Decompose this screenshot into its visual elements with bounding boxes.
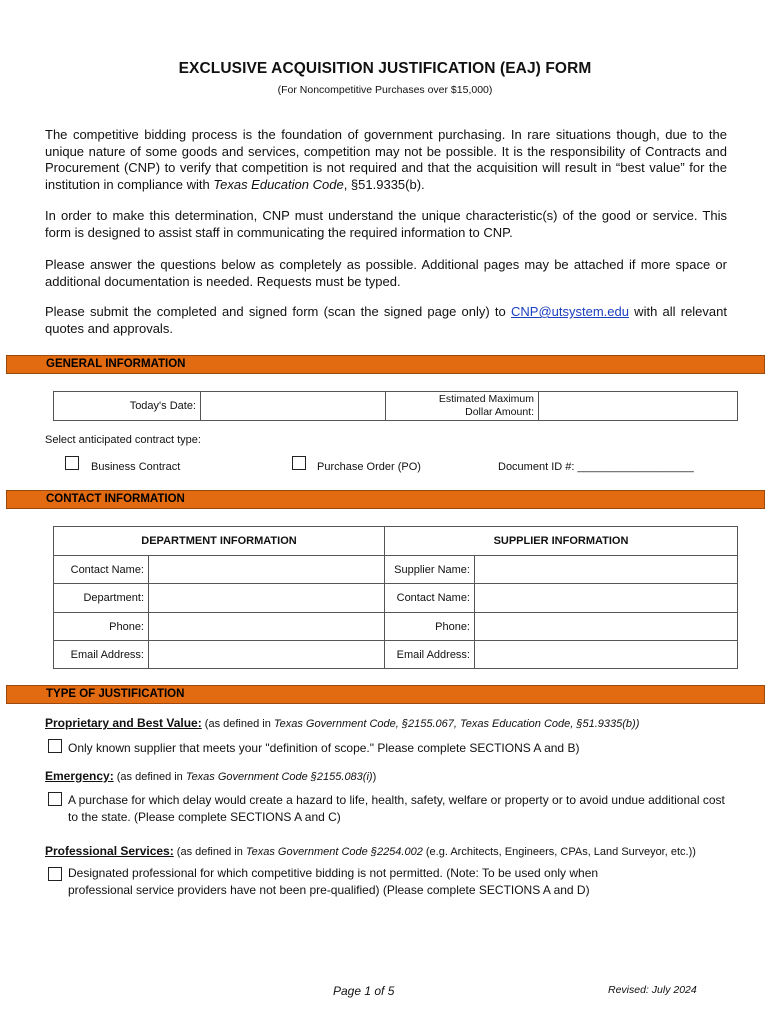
form-title: EXCLUSIVE ACQUISITION JUSTIFICATION (EAJ) FORM (178, 60, 592, 77)
general-info-table (53, 391, 738, 421)
supplier-email-field[interactable] (475, 641, 738, 669)
supplier-phone-label: Phone: (385, 613, 475, 641)
supplier-contact-name-field[interactable] (475, 584, 738, 613)
proprietary-checkbox[interactable] (48, 739, 62, 753)
supplier-info-header: SUPPLIER INFORMATION (385, 527, 738, 556)
emergency-description: A purchase for which delay would create a hazard to life, health, safety, welfare or property or to avoid undue additional cost to the state. (Please complete SECTIONS A and C) (68, 793, 725, 824)
professional-services-description: Designated professional for which competitive bidding is not permitted. (Note: To be used only when professional service providers have not been pre-qualified) (Please complete SECTIONS A and D) (68, 866, 599, 897)
page-number: Page 1 of 5 (333, 984, 395, 998)
intro-paragraph-4: Please submit the completed and signed form (scan the signed page only) to CNP@utsystem.edu with all relevant quotes and approvals. (45, 304, 727, 336)
supplier-name-field[interactable] (475, 556, 738, 584)
todays-date-label: Today's Date: (54, 392, 201, 421)
dept-email-label: Email Address: (54, 641, 149, 669)
dept-department-label: Department: (54, 584, 149, 613)
supplier-phone-field[interactable] (475, 613, 738, 641)
todays-date-field[interactable] (201, 392, 386, 421)
dept-contact-name-field[interactable] (149, 556, 385, 584)
emergency-checkbox[interactable] (48, 792, 62, 806)
justification-header: TYPE OF JUSTIFICATION (6, 685, 765, 704)
est-max-label: Estimated Maximum Dollar Amount: (386, 392, 539, 421)
supplier-name-label: Supplier Name: (385, 556, 475, 584)
intro-paragraph-1: The competitive bidding process is the foundation of government purchasing. In rare situations though, due to the unique nature of some goods and services, competition may not be possible. It is the responsibility of Contracts and Procurement (CNP) to verify that competition is not required and that the acquisition will result in “best value” for the institution in compliance with Texas Education Code, §51.9335(b). (45, 127, 727, 192)
purchase-order-label: Purchase Order (PO) (317, 461, 421, 473)
intro-paragraph-2: In order to make this determination, CNP must understand the unique characteristic(s) of the good or service. This form is designed to assist staff in communicating the required information to CNP. (45, 208, 727, 240)
contact-info-header: CONTACT INFORMATION (6, 490, 765, 509)
cnp-email-link[interactable]: CNP@utsystem.edu (511, 304, 629, 319)
supplier-email-label: Email Address: (385, 641, 475, 669)
dept-email-field[interactable] (149, 641, 385, 669)
form-subtitle: (For Noncompetitive Purchases over $15,000) (277, 84, 493, 96)
contract-type-prompt: Select anticipated contract type: (45, 434, 201, 446)
business-contract-checkbox[interactable] (65, 456, 79, 470)
purchase-order-checkbox[interactable] (292, 456, 306, 470)
business-contract-label: Business Contract (91, 461, 181, 473)
intro-paragraph-3: Please answer the questions below as completely as possible. Additional pages may be attached if more space or additional documentation is needed. Requests must be typed. (45, 257, 727, 289)
emergency-heading: Emergency: (as defined in Texas Government Code §2155.083(i)) (45, 769, 377, 783)
professional-services-checkbox[interactable] (48, 867, 62, 881)
department-info-header: DEPARTMENT INFORMATION (54, 527, 385, 556)
revised-date: Revised: July 2024 (608, 984, 697, 996)
document-id-field[interactable]: Document ID #: ___________________ (498, 461, 694, 473)
dept-contact-name-label: Contact Name: (54, 556, 149, 584)
est-max-field[interactable] (539, 392, 738, 421)
proprietary-description: Only known supplier that meets your "definition of scope." Please complete SECTIONS A and B) (68, 741, 580, 755)
dept-department-field[interactable] (149, 584, 385, 613)
contact-info-table (53, 526, 738, 669)
professional-services-heading: Professional Services: (as defined in Texas Government Code §2254.002 (e.g. Architects, Engineers, CPAs, Land Surveyor, etc.)) (45, 844, 696, 858)
supplier-contact-name-label: Contact Name: (385, 584, 475, 613)
dept-phone-label: Phone: (54, 613, 149, 641)
proprietary-heading: Proprietary and Best Value: (as defined in Texas Government Code, §2155.067, Texas Education Code, §51.9335(b)) (45, 716, 640, 730)
general-info-header: GENERAL INFORMATION (6, 355, 765, 374)
dept-phone-field[interactable] (149, 613, 385, 641)
